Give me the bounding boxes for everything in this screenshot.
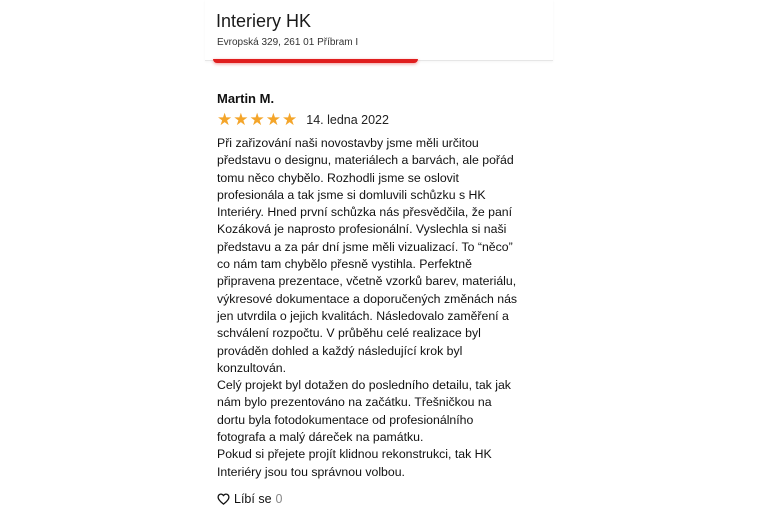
review-card [217,90,537,507]
star-icon: ★ [249,110,265,130]
business-name: Interiery HK [216,11,312,31]
star-icon: ★ [265,110,281,130]
like-label[interactable]: Líbí se [234,491,272,506]
like-count: 0 [275,491,283,506]
active-tab-indicator [213,59,418,63]
star-icon: ★ [233,110,249,130]
star-rating [217,111,297,129]
business-header [205,0,553,61]
rating-row [217,110,537,130]
review-date: 14. ledna 2022 [306,113,389,127]
reviewer-name: Martin M. [217,91,275,106]
heart-outline-icon[interactable] [217,493,230,505]
review-text: Při zařizování naši novostavby jsme měli určitou představu o designu, materiálech a barvách, ale pořád tomu něco chybělo. Rozhodli jsme se oslovit profesionála a tak jsme si domluvili schůzku s HK Interiéry. Hned první schůzka nás přesvědčila, že paní Kozáková je naprosto profesionální. Vyslechla si naši představu a za pár dní jsme měli vizualizací. To “něco” co nám tam chybělo přesně vystihla. Perfektně připravena prezentace, včetně vzorků barev, materiálu, výkresové dokumentace a doporučených změnách nás jen utvrdila o jejich kvalitách. Následovalo zaměření a schválení rozpočtu. V průběhu celé realizace byl prováděn dohled a každý následující krok byl konzultován. Celý projekt byl dotažen do posledního detailu, tak jak nám bylo prezentováno na začátku. Třešničkou na dortu byla fotodokumentace od profesionálního fotografa a malý dáreček na památku. Pokud si přejete projít klidnou rekonstrukci, tak HK Interiéry jsou tou správnou volbou. [217,136,518,479]
star-icon: ★ [282,110,298,130]
business-address: Evropská 329, 261 01 Příbram I [217,37,359,48]
like-button[interactable] [217,490,537,507]
star-icon: ★ [217,110,233,130]
